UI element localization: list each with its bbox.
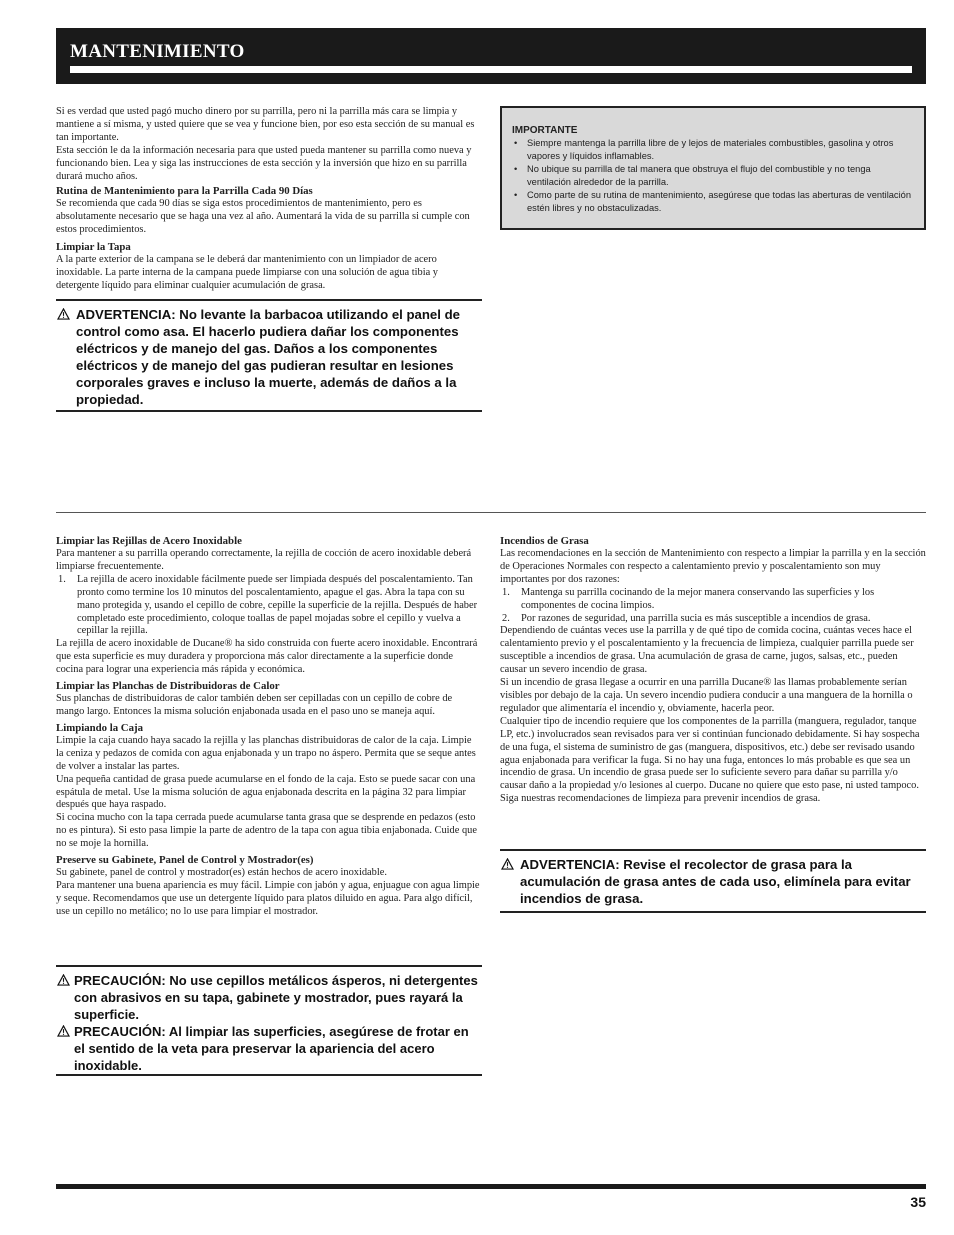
bullet-icon: •	[514, 164, 518, 174]
heading-rutina: Rutina de Mantenimiento para la Parrilla Cada 90 Días	[56, 185, 313, 198]
heading-rejillas: Limpiar las Rejillas de Acero Inoxidable	[56, 535, 242, 547]
caution-item-1	[56, 972, 482, 1023]
rutina-paragraph: Se recomienda que cada 90 días se siga estos procedimientos de mantenimiento, pero es absolutamente necesario que se haga una vez al año. Aumentará la vida de su parrilla si cumple con estos procedimientos.	[56, 198, 470, 236]
important-list	[512, 137, 914, 215]
intro-paragraph-2: Esta sección le da la información necesaria para que usted pueda mantener su parrilla como nueva y funcionando bien. Lea y siga las instrucciones de esta sección y la inversión que hizo en su parrilla durará mucho años.	[56, 144, 472, 182]
section-divider	[56, 512, 926, 513]
caution-box	[56, 965, 482, 1076]
warning-item	[56, 306, 482, 408]
cleaning-column	[56, 532, 481, 919]
caution-icon	[57, 974, 70, 986]
caution-text-1: PRECAUCIÓN: No use cepillos metálicos ásperos, ni detergentes con abrasivos en su tapa, gabinete y mostrador, pues rayará la superficie.	[74, 973, 478, 1022]
incendios-paragraph-4: Cualquier tipo de incendio requiere que los componentes de la parrilla (manguera, regulador, tanque LP, etc.) involucrados sean revisados para ver si continúan funcionado debidamente. Si hay sospecha de una fuga, el sistema de suministro de gas (manguera, dispositivos, etc.) debe ser revisado usando agua enjabonada para verificar la fuga. Si no hay una fuga, entonces lo más probable es que sea un incendio de grasa. Un incendio de grasa puede ser lo suficiente severo para dañar su parrilla y/o causar daño a la propiedad y/o lesiones al cuerpo. Ducane no quiere que esto pase, ni usted tampoco. Siga nuestras recomendaciones de limpieza para prevenir incendios de grasa.	[500, 715, 920, 805]
warning-text: ADVERTENCIA: Revise el recolector de grasa para la acumulación de grasa antes de cada uso, elimínela para evitar incendios de grasa.	[520, 857, 911, 906]
incendios-paragraph-2: Dependiendo de cuántas veces use la parrilla y de qué tipo de comida cocina, cuántas veces hace el calentamiento previo y el poscalentamiento y la frecuencia de limpieza, cualquier parrilla puede ser susceptible a incendios de grasa. Una acumulación de grasa de carne, jugos, salsas, etc., pueden causar un severo incendio de grasa.	[500, 625, 914, 676]
heading-incendios: Incendios de Grasa	[500, 535, 589, 547]
important-item: • Como parte de su rutina de mantenimiento, asegúrese que todas las aberturas de ventilación estén libres y no obstaculizadas.	[514, 190, 911, 213]
heading-tapa: Limpiar la Tapa	[56, 241, 131, 254]
list-item: 2. Por razones de seguridad, una parrilla sucia es más susceptible a incendios de grasa.	[502, 612, 871, 624]
caution-item-2	[56, 1023, 482, 1074]
warning-icon	[501, 858, 514, 870]
warning-item	[500, 856, 926, 907]
incendios-list	[500, 587, 926, 626]
caja-paragraph-2: Una pequeña cantidad de grasa puede acumularse en el fondo de la caja. Esto se puede sacar con una espátula de metal. Use la misma solución de agua enjabonada descrita en la página 32 para limpiar después que haya raspado.	[56, 773, 476, 811]
heading-planchas: Limpiar las Planchas de Distribuidoras de Calor	[56, 680, 280, 693]
tapa-paragraph: A la parte exterior de la campana se le deberá dar mantenimiento con un limpiador de acero inoxidable. La parte interna de la campana puede limpiarse con una solución de agua tibia y detergente líquido para eliminar cualquier acumulación de grasa.	[56, 254, 438, 291]
grease-fire-column	[500, 532, 926, 806]
gabinete-paragraph-1: Su gabinete, panel de control y mostrador(es) están hechos de acero inoxidable.	[56, 867, 387, 879]
rejillas-paragraph: Para mantener a su parrilla operando correctamente, la rejilla de cocción de acero inoxidable deberá limpiarse frecuentemente.	[56, 548, 472, 572]
caja-paragraph-1: Limpie la caja cuando haya sacado la rejilla y las planchas distribuidoras de calor de la caja. Limpie la ceniza y pedazos de comida con agua enjabonada y un trapo no áspero. Permita que se seque antes de volver a instalar las partes.	[56, 734, 476, 772]
heading-caja: Limpiando la Caja	[56, 721, 143, 734]
important-box	[500, 106, 926, 230]
page-number: 35	[910, 1194, 926, 1210]
incendios-paragraph-3: Si un incendio de grasa llegase a ocurrir en una parrilla Ducane® las llamas probablemente serían visibles por debajo de la caja. Un severo incendio pudiera conducir a una manguera de la hornilla o regulador que alimentaría el incendio y, obviamente, hacerla peor.	[500, 677, 913, 714]
footer-bar	[56, 1184, 926, 1189]
rejillas-list	[56, 574, 481, 639]
warning-box-2	[500, 849, 926, 913]
planchas-paragraph: Sus planchas de distribuidoras de calor también deben ser cepilladas con un cepillo de cobre de mango largo. Entonces la misma solución enjabonada usada en el paso uno se maneja aquí.	[56, 693, 453, 717]
warning-icon	[57, 308, 70, 320]
heading-gabinete: Preserve su Gabinete, Panel de Control y Mostrador(es)	[56, 854, 314, 867]
caution-icon	[57, 1025, 70, 1037]
section-header	[56, 28, 926, 84]
important-title: IMPORTANTE	[512, 125, 578, 136]
incendios-paragraph-1: Las recomendaciones en la sección de Mantenimiento con respecto a limpiar la parrilla y en la sección de Operaciones Normales con respecto a calentamiento previo y poscalentamiento son muy importantes por dos razones:	[500, 548, 926, 585]
ducane-paragraph: La rejilla de acero inoxidable de Ducane® ha sido construida con fuerte acero inoxidable. Encontrará que esta superficie es muy duradera y proporciona más calor directamente a la superficie donde cocina para lograr una experiencia más rápida y económica.	[56, 638, 478, 676]
caution-text-2: PRECAUCIÓN: Al limpiar las superficies, asegúrese de frotar en el sentido de la veta para preservar la apariencia del acero inoxidable.	[74, 1024, 469, 1073]
warning-box-1	[56, 299, 482, 412]
intro-column	[56, 106, 481, 293]
intro-paragraph-1: Si es verdad que usted pagó mucho dinero por su parrilla, pero ni la parrilla más cara se limpia y mantiene a sí misma, y usted quiere que se vea y funcione bien, por eso esta sección de su manual es tan importante.	[56, 106, 475, 143]
gabinete-paragraph-2: Para mantener una buena apariencia es muy fácil. Limpie con jabón y agua, enjuague con agua limpie y seque. Recomendamos que use un detergente líquido para platos diluido en agua. Para algo difícil, use un cepillo no metálico; no lo use para limpiar el mostrador.	[56, 879, 480, 917]
list-item: 1. Mantenga su parrilla cocinando de la mejor manera conservando las superficies y los componentes de cocina limpios.	[502, 586, 875, 611]
caja-paragraph-3: Si cocina mucho con la tapa cerrada puede acumularse tanta grasa que se desprende en pedazos (esto no es pintura). Si esto pasa limpie la parte de adentro de la tapa con agua tibia enjabonada. Cuide que no se moje la hornilla.	[56, 812, 477, 850]
warning-text: ADVERTENCIA: No levante la barbacoa utilizando el panel de control como asa. El hacerlo pudiera dañar los componentes eléctricos y de manejo del gas. Daños a los componentes eléctricos y de manejo del gas pudieran resultar en lesiones corporales graves e incluso la muerte, además de daños a la propiedad.	[76, 307, 460, 407]
list-item: 1. La rejilla de acero inoxidable fácilmente puede ser limpiada después del poscalentamiento. Tan pronto como termine los 10 minutos del poscalentamiento, apague el gas. Abra la tapa con su mano protegida y, usando el cepillo de cobre, cepille la superficie de la rejilla. Después de haber completado este procedimiento, coloque toallas de papel mojadas sobre el cepillo y vuelva a cepillar la rejilla.	[58, 573, 478, 637]
section-title: MANTENIMIENTO	[70, 41, 245, 62]
header-rule	[70, 66, 912, 73]
bullet-icon: •	[514, 138, 518, 148]
important-item: • Siempre mantenga la parrilla libre de y lejos de materiales combustibles, gasolina y otros vapores y líquidos inflamables.	[514, 138, 894, 161]
bullet-icon: •	[514, 190, 518, 200]
important-item: • No ubique su parrilla de tal manera que obstruya el flujo del combustible y no tenga ventilación alrededor de la parrilla.	[514, 164, 871, 187]
